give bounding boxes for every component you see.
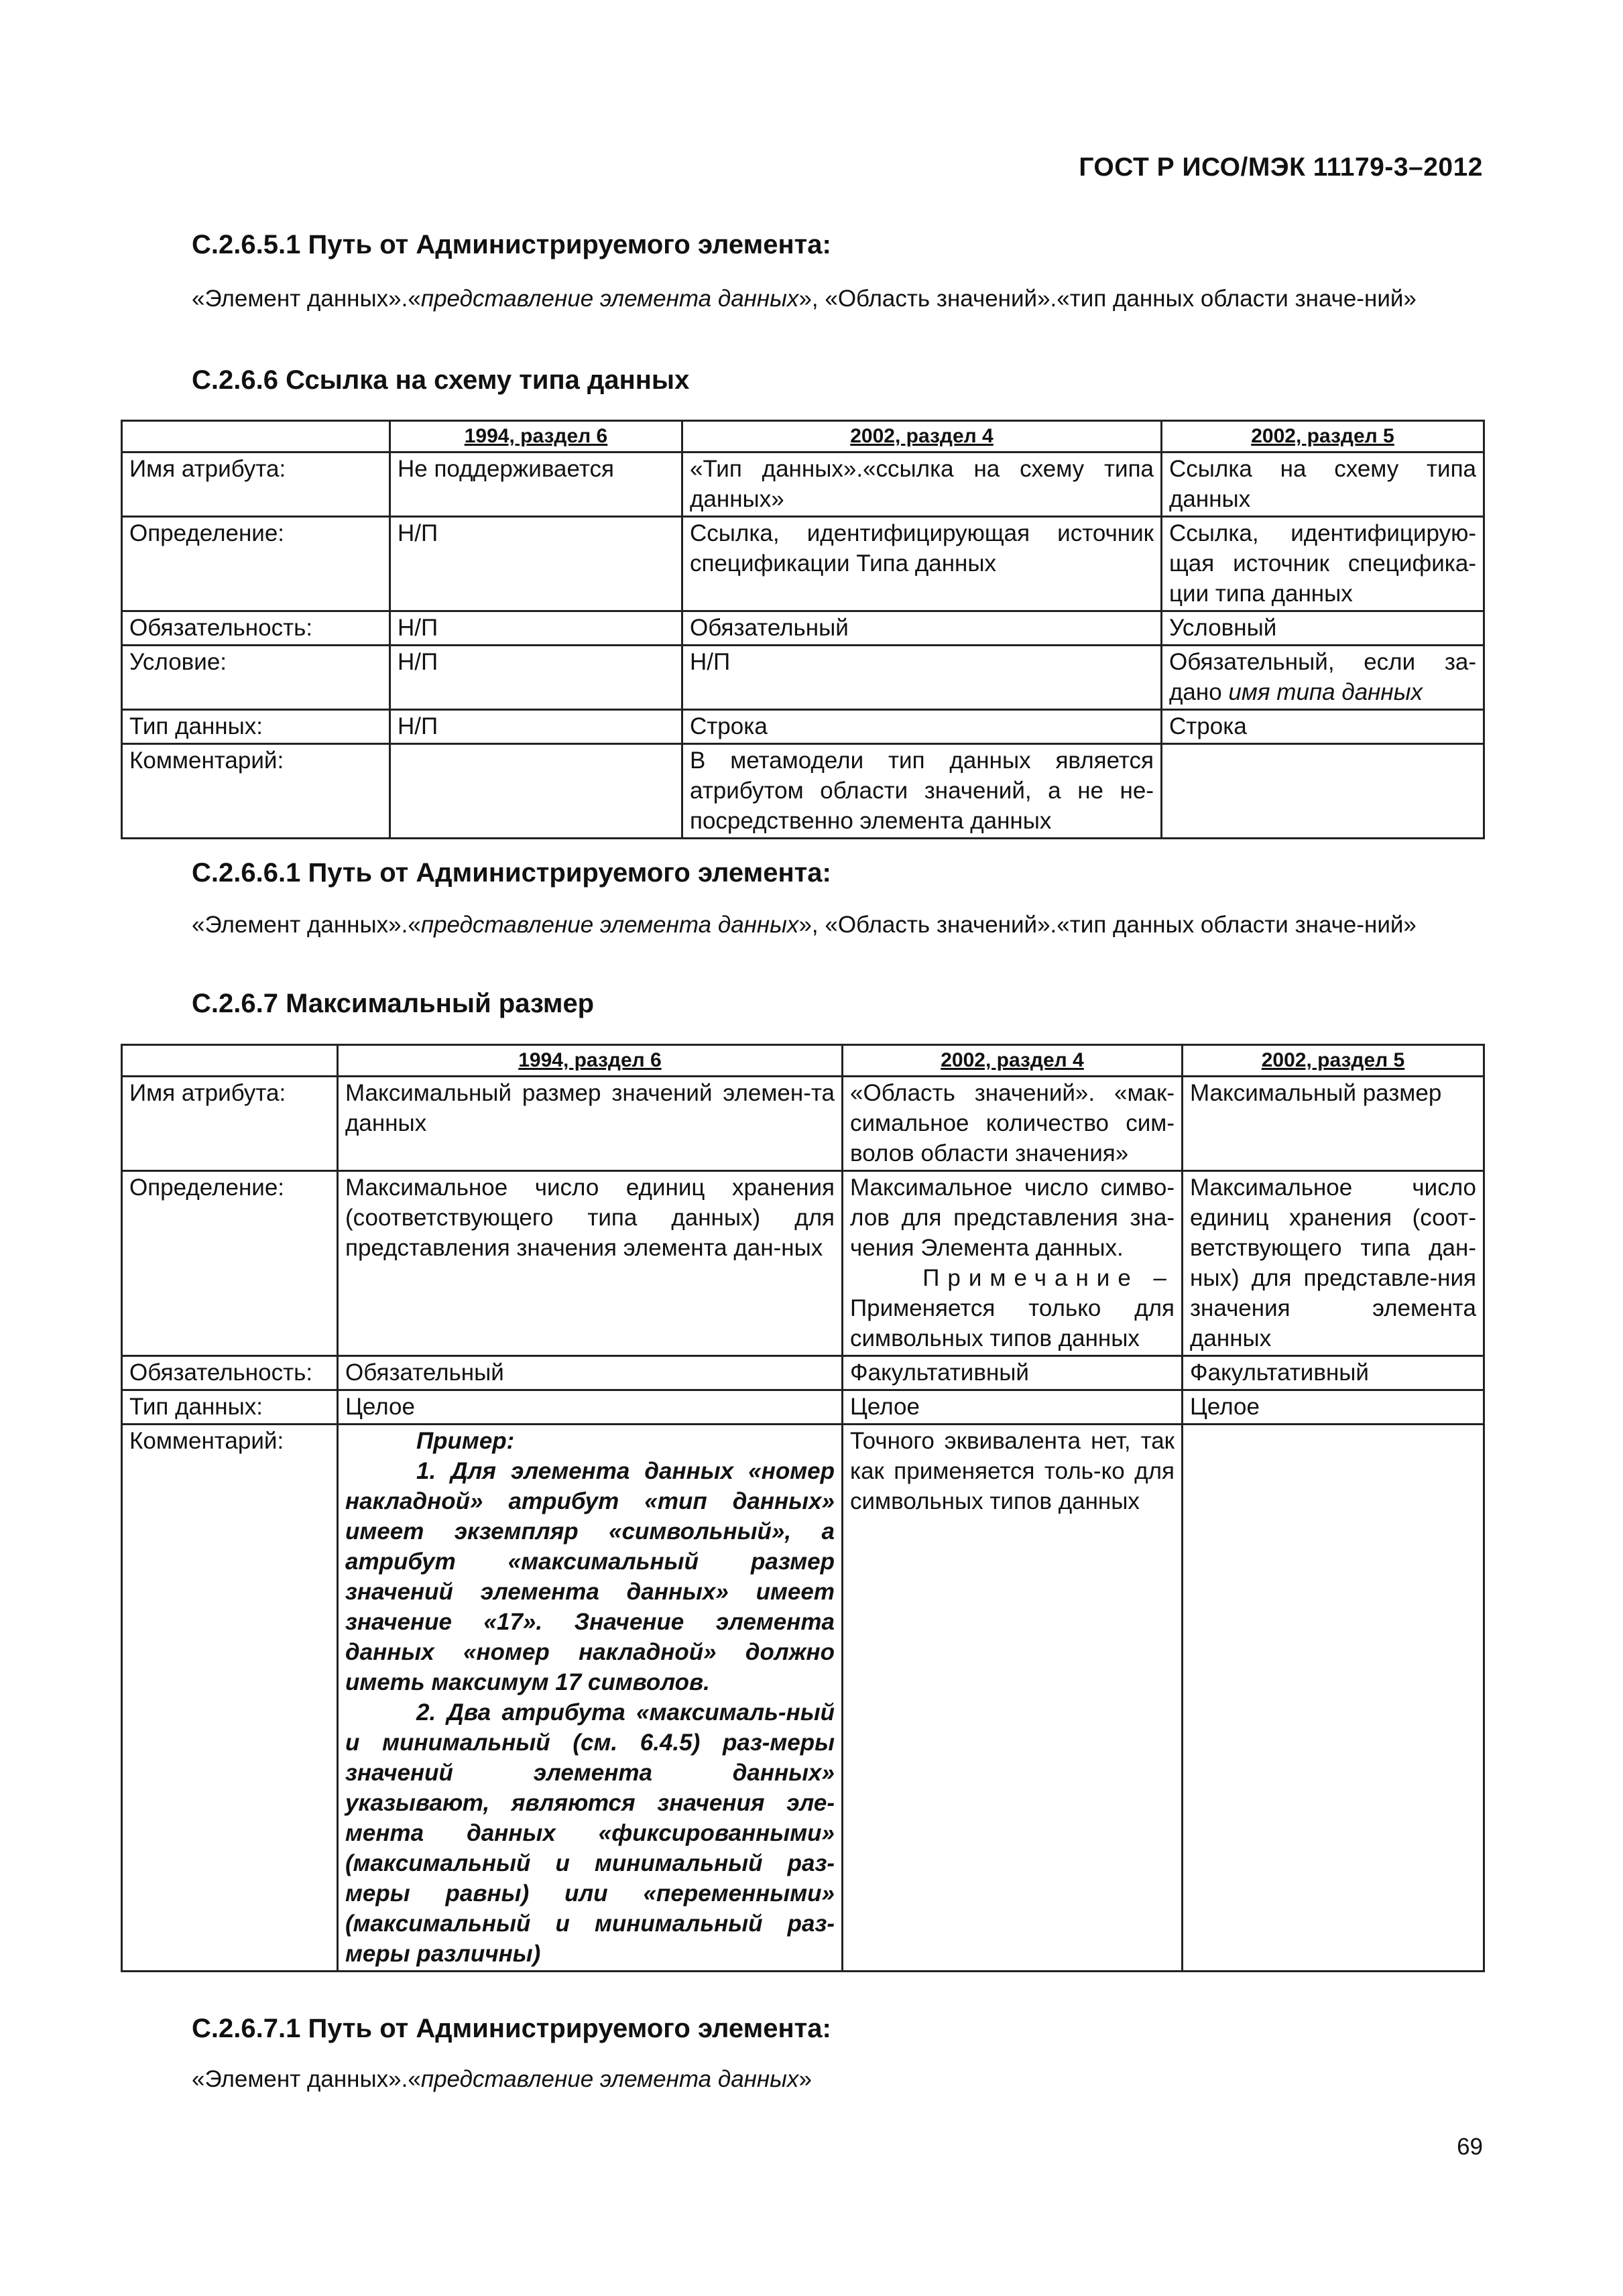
heading-c2661: С.2.6.6.1 Путь от Администрируемого элемента: [192, 858, 831, 888]
example-item-1: 1. Для элемента данных «номер накладной» атрибут «тип данных» имеет экземпляр «символьный», а атрибут «максимальный размер значений элемента данных» имеет значение «17». Значение элемента данных «номер накладной» должно иметь максимум 17 символов. [345, 1458, 835, 1695]
table-row: Тип данных: Целое Целое Целое [122, 1390, 1484, 1425]
header-cell: 2002, раздел 5 [1162, 421, 1484, 452]
table-header-row [122, 421, 1484, 452]
path-paragraph-2: «Элемент данных».«представление элемента данных», «Область значений».«тип данных области значе-ний» [192, 912, 1417, 938]
condition-cell: Обязательный, если за-дано имя типа данных [1162, 646, 1484, 710]
definition-cell-2002-4: Максимальное число симво-лов для представления зна-чения Элемента данных. Примечание – Применяется только для символьных типов данных [843, 1171, 1183, 1356]
table-row: Комментарий: В метамодели тип данных является атрибутом области значений, а не не-посредственно элемента данных [122, 744, 1484, 839]
header-cell [122, 1045, 338, 1077]
header-cell: 2002, раздел 5 [1183, 1045, 1484, 1077]
example-item-2: 2. Два атрибута «максималь-ный и минимальный (см. 6.4.5) раз-меры значений элемента данных» указывают, являются значения эле-мента данных «фиксированными» (максимальный и минимальный раз-меры равны) или «переменными» (максимальный и минимальный раз-меры различны) [345, 1699, 835, 1967]
path-paragraph-3: «Элемент данных».«представление элемента данных» [192, 2066, 812, 2092]
example-cell [338, 1425, 843, 1972]
header-cell: 1994, раздел 6 [338, 1045, 843, 1077]
table-row: Обязательность: Обязательный Факультативный Факультативный [122, 1356, 1484, 1390]
table-row: Определение: Н/П Ссылка, идентифицирующая источник спецификации Типа данных Ссылка, идентифицирую-щая источник специфика-ции типа данных [122, 517, 1484, 611]
path-paragraph-1: «Элемент данных».«представление элемента данных», «Область значений».«тип данных области значе-ний» [192, 286, 1417, 312]
page-number: 69 [1457, 2134, 1483, 2160]
header-cell: 2002, раздел 4 [843, 1045, 1183, 1077]
header-cell: 1994, раздел 6 [390, 421, 682, 452]
table-row: Комментарий: Пример: 1. Для элемента данных «номер накладной» атрибут «тип данных» имеет экземпляр «символьный», а атрибут «максимальный размер значений элемента данных» имеет значение «17». Значение элемента данных «номер накладной» должно иметь максимум 17 символов. 2. Два атрибута «максималь-ный и минимальный (см. 6.4.5) раз-меры значений элемента данных» указывают, являются значения эле-мента данных «фиксированными» (максимальный и минимальный раз-меры равны) или «переменными» (максимальный и минимальный раз-меры различны) Точного эквивалента нет, так как применяется толь-ко для символьных типов данных [122, 1425, 1484, 1972]
table-row: Тип данных: Н/П Строка Строка [122, 710, 1484, 744]
note-label: Примечание – [922, 1265, 1175, 1291]
header-cell: 2002, раздел 4 [682, 421, 1162, 452]
table-datatype-schema-reference [121, 420, 1485, 839]
table-row: Имя атрибута: Максимальный размер значений элемен-та данных «Область значений». «мак-симальное количество сим-волов области значения» Максимальный размер [122, 1077, 1484, 1171]
standard-designation: ГОСТ Р ИСО/МЭК 11179-3–2012 [1079, 153, 1483, 182]
note-text: Применяется только для символьных типов данных [850, 1295, 1175, 1351]
heading-c267: С.2.6.7 Максимальный размер [192, 989, 595, 1018]
heading-c2651: С.2.6.5.1 Путь от Администрируемого элемента: [192, 230, 831, 259]
heading-c266: С.2.6.6 Ссылка на схему типа данных [192, 365, 690, 395]
table-row: Определение: Максимальное число единиц хранения (соответствующего типа данных) для представления значения элемента дан-ных Максимальное число симво-лов для представления зна-чения Элемента данных. Примечание – Применяется только для символьных типов данных Максимальное число единиц хранения (соот-ветствующего типа дан-ных) для представле-ния значения элемента данных [122, 1171, 1484, 1356]
table-header-row [122, 1045, 1484, 1077]
example-title: Пример: [416, 1428, 515, 1454]
table-row: Имя атрибута: Не поддерживается «Тип данных».«ссылка на схему типа данных» Ссылка на схему типа данных [122, 452, 1484, 517]
heading-c2671: С.2.6.7.1 Путь от Администрируемого элемента: [192, 2014, 831, 2043]
header-cell [122, 421, 390, 452]
table-row: Обязательность: Н/П Обязательный Условный [122, 611, 1484, 646]
table-row: Условие: Н/П Н/П Обязательный, если за-дано имя типа данных [122, 646, 1484, 710]
table-maximum-size [121, 1044, 1485, 1972]
